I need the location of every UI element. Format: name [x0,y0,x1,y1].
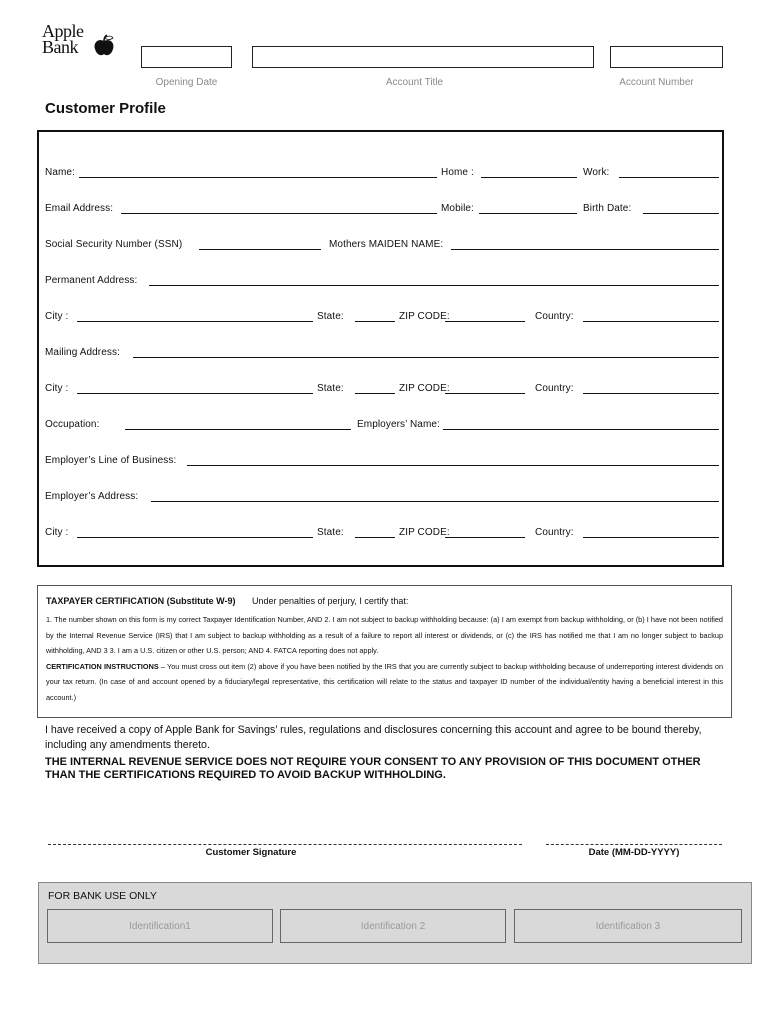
row-occupation [39,418,722,432]
agreement-text: I have received a copy of Apple Bank for Savings’ rules, regulations and disclosures concerning this account and agree to be bound thereby, including any amendments thereto. [45,724,702,751]
email-input[interactable] [121,213,437,214]
mailing-address-label: Mailing Address: [45,347,120,358]
employer-address-label: Employer’s Address: [45,491,139,502]
row-employer-lob [39,454,722,468]
maiden-name-input[interactable] [451,249,719,250]
account-number-label: Account Number [619,77,694,88]
row-city-3 [39,526,722,540]
birth-date-input[interactable] [643,213,719,214]
country-label: Country: [535,311,574,322]
occupation-label: Occupation: [45,419,100,430]
bank-use-section [38,882,752,964]
work-label: Work: [583,167,610,178]
mobile-label: Mobile: [441,203,474,214]
employers-name-input[interactable] [443,429,719,430]
cert-title-note: Under penalties of perjury, I certify that: [251,596,409,606]
state-label: State: [317,311,344,322]
maiden-name-label: Mothers MAIDEN NAME: [329,239,444,250]
cert-title: TAXPAYER CERTIFICATION (Substitute W-9) [46,596,236,606]
customer-signature-line[interactable] [48,844,522,845]
row-employer-address [39,490,722,504]
account-title-label: Account Title [385,77,444,88]
row-email [39,202,722,216]
employer-address-input[interactable] [151,501,719,502]
city-label: City : [45,527,69,538]
permanent-address-input[interactable] [149,285,719,286]
row-name [39,166,722,180]
account-number-field[interactable] [610,46,723,68]
row-ssn [39,238,722,252]
logo-text-apple: Apple [42,21,84,41]
date-label: Date (MM-DD-YYYY) [588,847,680,858]
identification-2-field[interactable]: Identification 2 [280,909,506,943]
zip-label: ZIP CODE: [399,311,450,322]
work-phone-input[interactable] [619,177,719,178]
home-label: Home : [441,167,474,178]
country-label: Country: [535,383,574,394]
zip-label: ZIP CODE: [399,527,450,538]
state-label: State: [317,527,344,538]
row-city-1 [39,310,722,324]
zip-input[interactable] [445,537,525,538]
date-signature-line[interactable] [546,844,722,845]
city-label: City : [45,383,69,394]
opening-date-field[interactable] [141,46,232,68]
city-input[interactable] [77,537,313,538]
country-input[interactable] [583,393,719,394]
country-label: Country: [535,527,574,538]
employer-lob-input[interactable] [187,465,719,466]
name-input[interactable] [79,177,437,178]
account-title-field[interactable] [252,46,594,68]
page-title: Customer Profile [45,100,166,117]
name-label: Name: [45,167,75,178]
identification-1-field[interactable]: Identification1 [47,909,273,943]
city-input[interactable] [77,393,313,394]
occupation-input[interactable] [125,429,351,430]
row-permanent-address [39,274,722,288]
cert-instructions-text: – You must cross out item (2) above if you have been notified by the IRS that you are currently subject to backup withholding because of underreporting interest dividends on your tax return. (In case of and account opened by a fiduciary/legal representative, this certification will relate to the status and taxpayer ID number of the individual/entity having a beneficial interest in this account.) [46,661,724,702]
zip-label: ZIP CODE: [399,383,450,394]
irs-notice: THE INTERNAL REVENUE SERVICE DOES NOT REQUIRE YOUR CONSENT TO ANY PROVISION OF THIS DOCUMENT OTHER THAN THE CERTIFICATIONS REQUIRED TO AVOID BACKUP WITHHOLDING. [45,756,701,781]
zip-input[interactable] [445,321,525,322]
bank-use-label: FOR BANK USE ONLY [48,890,157,902]
email-label: Email Address: [45,203,114,214]
row-mailing-address [39,346,722,360]
cert-item-1: 1. The number shown on this form is my correct Taxpayer Identification Number, AND 2. I am not subject to backup withholding because: (a) I am exempt from backup withholding, or (b) I have not been notified by the Internal Revenue Service (IRS) that I am subject to backup withholding as a result of a failure to report all interest or dividends, or (c) the IRS has notified me that I am no longer subject to backup withholding, AND 3 3. I am a U.S. citizen or other U.S. person; AND 4. FATCA reporting does not apply. [46,615,723,655]
apple-icon [92,34,116,58]
identification-3-field[interactable]: Identification 3 [514,909,742,943]
employers-name-label: Employers’ Name: [357,419,440,430]
country-input[interactable] [583,321,719,322]
opening-date-label: Opening Date [155,77,218,88]
state-label: State: [317,383,344,394]
customer-signature-label: Customer Signature [205,847,297,858]
mobile-input[interactable] [479,213,577,214]
zip-input[interactable] [445,393,525,394]
birth-date-label: Birth Date: [583,203,632,214]
home-phone-input[interactable] [481,177,577,178]
ssn-input[interactable] [199,249,321,250]
city-label: City : [45,311,69,322]
apple-bank-logo [42,22,122,62]
cert-instructions-label: CERTIFICATION INSTRUCTIONS [46,661,159,671]
logo-text-bank: Bank [42,37,78,57]
mailing-address-input[interactable] [133,357,719,358]
state-input[interactable] [355,537,395,538]
row-city-2 [39,382,722,396]
employer-lob-label: Employer’s Line of Business: [45,455,177,466]
city-input[interactable] [77,321,313,322]
customer-profile-form [37,130,724,567]
state-input[interactable] [355,393,395,394]
permanent-address-label: Permanent Address: [45,275,138,286]
cert-body [46,612,723,705]
ssn-label: Social Security Number (SSN) [45,239,183,250]
state-input[interactable] [355,321,395,322]
taxpayer-certification [37,585,732,718]
country-input[interactable] [583,537,719,538]
